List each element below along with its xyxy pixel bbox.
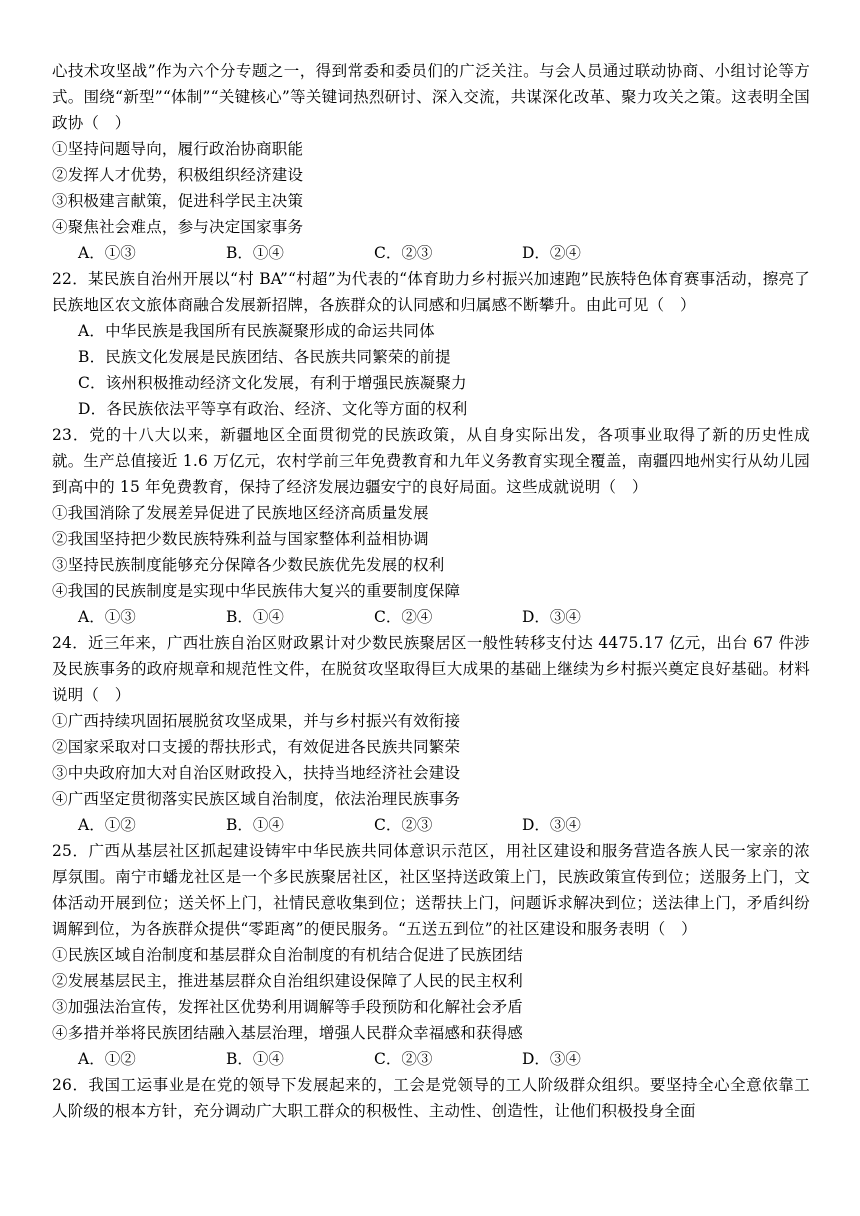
q25-item-2: ②发展基层民主，推进基层群众自治组织建设保障了人民的民主权利 <box>52 972 524 990</box>
q21-option-d: D．②④ <box>522 244 581 262</box>
q22-option-b: B．民族文化发展是民族团结、各民族共同繁荣的前提 <box>78 348 451 366</box>
q25-item-4: ④多措并举将民族团结融入基层治理，增强人民群众幸福感和获得感 <box>52 1024 524 1042</box>
q24-options <box>52 812 810 838</box>
q24-option-a: A．①② <box>78 816 136 834</box>
q21-stem: 心技术攻坚战”作为六个分专题之一，得到常委和委员们的广泛关注。与会人员通过联动协商、小组讨论等方式。围绕“新型”“体制”“关键核心”等关键词热烈研讨、深入交流，共谋深化改革、聚力攻关之策。这表明全国政协（ ） <box>52 62 810 132</box>
q23-options <box>52 604 810 630</box>
q21-options <box>52 240 810 266</box>
document-page <box>52 58 810 1124</box>
q23-item-3: ③坚持民族制度能够充分保障各少数民族优先发展的权利 <box>52 556 445 574</box>
q24-stem: 24．近三年来，广西壮族自治区财政累计对少数民族聚居区一般性转移支付达 4475.17 亿元，出台 67 件涉及民族事务的政府规章和规范性文件，在脱贫攻坚取得巨大成果的基础上继续为乡村振兴奠定良好基础。材料说明（ ） <box>52 634 810 704</box>
q25-option-c: C．②③ <box>374 1050 433 1068</box>
q22-stem: 22．某民族自治州开展以“村 BA”“村超”为代表的“体育助力乡村振兴加速跑”民族特色体育赛事活动，擦亮了民族地区农文旅体商融合发展新招牌，各族群众的认同感和归属感不断攀升。由此可见（ ） <box>52 270 810 314</box>
q21-option-b: B．①④ <box>226 244 284 262</box>
q21-item-4: ④聚焦社会难点，参与决定国家事务 <box>52 218 304 236</box>
q21-option-a: A．①③ <box>78 244 136 262</box>
q22-option-c: C．该州积极推动经济文化发展，有利于增强民族凝聚力 <box>78 374 467 392</box>
q25-option-b: B．①④ <box>226 1050 284 1068</box>
q23-option-b: B．①④ <box>226 608 284 626</box>
q23-stem: 23．党的十八大以来，新疆地区全面贯彻党的民族政策，从自身实际出发，各项事业取得了新的历史性成就。生产总值接近 1.6 万亿元，农村学前三年免费教育和九年义务教育实现全覆盖，南疆四地州实行从幼儿园到高中的 15 年免费教育，保持了经济发展边疆安宁的良好局面。这些成就说明（ ） <box>52 426 810 496</box>
q25-option-d: D．③④ <box>522 1050 581 1068</box>
q23-option-a: A．①③ <box>78 608 136 626</box>
q21-item-2: ②发挥人才优势，积极组织经济建设 <box>52 166 304 184</box>
q21-item-3: ③积极建言献策，促进科学民主决策 <box>52 192 304 210</box>
q26-stem: 26．我国工运事业是在党的领导下发展起来的，工会是党领导的工人阶级群众组织。要坚持全心全意依靠工人阶级的根本方针，充分调动广大职工群众的积极性、主动性、创造性，让他们积极投身全面 <box>52 1076 810 1120</box>
q24-item-2: ②国家采取对口支援的帮扶形式，有效促进各民族共同繁荣 <box>52 738 461 756</box>
q23-item-1: ①我国消除了发展差异促进了民族地区经济高质量发展 <box>52 504 429 522</box>
q24-option-d: D．③④ <box>522 816 581 834</box>
q23-item-4: ④我国的民族制度是实现中华民族伟大复兴的重要制度保障 <box>52 582 461 600</box>
q24-option-c: C．②③ <box>374 816 433 834</box>
q24-item-3: ③中央政府加大对自治区财政投入，扶持当地经济社会建设 <box>52 764 461 782</box>
q21-item-1: ①坚持问题导向，履行政治协商职能 <box>52 140 304 158</box>
q25-item-1: ①民族区域自治制度和基层群众自治制度的有机结合促进了民族团结 <box>52 946 524 964</box>
q25-stem: 25．广西从基层社区抓起建设铸牢中华民族共同体意识示范区，用社区建设和服务营造各族人民一家亲的浓厚氛围。南宁市蟠龙社区是一个多民族聚居社区，社区坚持送政策上门，民族政策宣传到位；送服务上门，文体活动开展到位；送关怀上门，社情民意收集到位；送帮扶上门，问题诉求解决到位；送法律上门，矛盾纠纷调解到位，为各族群众提供“零距离”的便民服务。“五送五到位”的社区建设和服务表明（ ） <box>52 842 810 938</box>
q24-item-1: ①广西持续巩固拓展脱贫攻坚成果，并与乡村振兴有效衔接 <box>52 712 461 730</box>
q25-option-a: A．①② <box>78 1050 136 1068</box>
q22-option-a: A．中华民族是我国所有民族凝聚形成的命运共同体 <box>78 322 435 340</box>
q25-item-3: ③加强法治宣传，发挥社区优势利用调解等手段预防和化解社会矛盾 <box>52 998 524 1016</box>
q23-option-c: C．②④ <box>374 608 433 626</box>
q23-option-d: D．③④ <box>522 608 581 626</box>
q22-option-d: D．各民族依法平等享有政治、经济、文化等方面的权利 <box>78 400 468 418</box>
q23-item-2: ②我国坚持把少数民族特殊利益与国家整体利益相协调 <box>52 530 429 548</box>
q24-option-b: B．①④ <box>226 816 284 834</box>
q21-option-c: C．②③ <box>374 244 433 262</box>
q24-item-4: ④广西坚定贯彻落实民族区域自治制度，依法治理民族事务 <box>52 790 461 808</box>
q25-options <box>52 1046 810 1072</box>
